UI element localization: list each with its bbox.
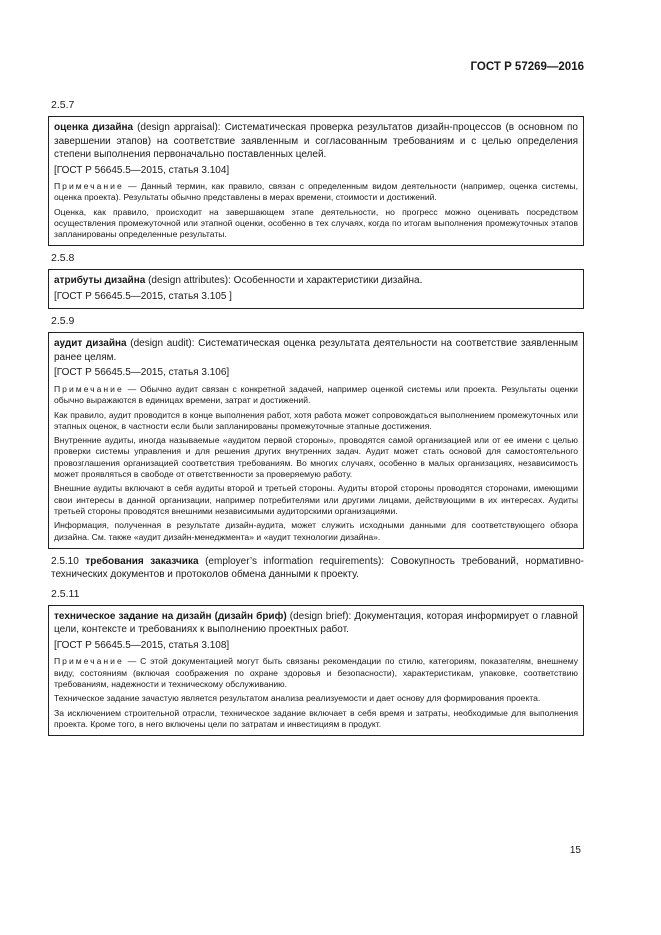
document-id: ГОСТ Р 57269—2016	[470, 61, 584, 73]
definition	[54, 274, 578, 288]
entry-number: 2.5.8	[51, 252, 75, 265]
note: За исключением строительной отрасли, техническое задание включает в себя время и затраты, необходимые для выполнения проекта. Кроме того, в него включены цели по затратам и инвестициям в продукт.	[54, 707, 578, 729]
definition-text: (design appraisal): Систематическая проверка результатов дизайн-процессов (в основном по завершении этапов) на соответствие заявленным и согласованным требованиям и с целью определения степени выполнения первоначально поставленных целей.	[54, 122, 578, 160]
definition	[54, 610, 578, 637]
definition	[54, 337, 578, 364]
source-reference: [ГОСТ Р 56645.5—2015, статья 3.105 ]	[54, 290, 232, 302]
note: Информация, полученная в результате дизайн-аудита, может служить исходными данными для соответствующего обзора дизайна. См. также «аудит дизайн-менеджмента» и «аудит технологии дизайна».	[54, 520, 578, 542]
note: Внешние аудиты включают в себя аудиты второй и третьей стороны. Аудиты второй стороны проводятся сторонами, имеющими свои интересы в данной организации, например потребителями или другими лицами, действующими в их интересах. Аудиты третьей стороны проводятся внешними независимыми аудиторскими организациями.	[54, 483, 578, 516]
entry-number: 2.5.9	[51, 315, 75, 328]
note-text: — С этой документацией могут быть связаны рекомендации по стилю, категориям, показателям, внешнему виду, состояниям (включая соображения по охране здоровья и безопасности), характеристикам, упаковке, соответствию требованиям, надежности и техническому обслуживанию.	[54, 656, 578, 689]
note: Как правило, аудит проводится в конце выполнения работ, хотя работа может сопровождаться выполнением промежуточных или этапных оценок, в частности если были запланированы промежуточные этапные достижения.	[54, 409, 578, 431]
term: оценка дизайна	[54, 122, 134, 133]
note: Внутренние аудиты, иногда называемые «аудитом первой стороны», проводятся самой организацией или от ее имени с целью проверки системы управления и для решения других внутренних задач. Аудит может стать основой для самостоятельного провозглашения организацией соответствия требованиям. Во многих случаях, особенно в малых организациях, независимость может проявляться в свободе от ответственности за проверяемую работу.	[54, 435, 578, 480]
page-content	[48, 99, 584, 742]
term: атрибуты дизайна	[54, 275, 146, 287]
source-reference: [ГОСТ Р 56645.5—2015, статья 3.104]	[54, 164, 230, 176]
definition-text: (design brief): Документация, которая информирует о главной цели, контексте и требованиях к выполнению проектных работ.	[54, 610, 578, 636]
definition	[54, 121, 578, 162]
note: Оценка, как правило, происходит на завершающем этапе деятельности, но прогресс можно оценивать посредством осуществления промежуточной или этапной оценки, особенно в тех случаях, когда по итогам выполнения промежуточных этапов запланированы определенные результаты.	[54, 206, 578, 240]
note-label: Примечание	[54, 383, 124, 394]
note-text: — Обычно аудит связан с конкретной задачей, например оценкой системы или проекта. Результаты оценки обычно выражаются в единицах времени, затрат и достижений.	[54, 383, 578, 406]
note: Техническое задание зачастую является результатом анализа реализуемости и дает основу для формирования проекта.	[54, 693, 541, 704]
note	[54, 384, 578, 407]
source-reference: [ГОСТ Р 56645.5—2015, статья 3.106]	[54, 367, 230, 379]
note	[54, 181, 578, 204]
note-label: Примечание	[54, 181, 124, 191]
term: аудит дизайна	[54, 338, 127, 350]
entry-number: 2.5.7	[51, 99, 75, 111]
definition-box	[48, 332, 584, 548]
definition-text: (design audit): Систематическая оценка результата деятельности на соответствие заявленным ранее целям.	[54, 338, 578, 363]
term: требования заказчика	[85, 555, 199, 567]
page-number: 15	[569, 845, 581, 856]
note	[54, 656, 578, 690]
term: техническое задание на дизайн (дизайн бриф)	[54, 610, 287, 622]
definition-text: (design attributes): Особенности и характеристики дизайна.	[145, 275, 423, 287]
entry-number: 2.5.11	[51, 587, 80, 600]
entry-number: 2.5.10	[51, 555, 79, 567]
source-reference: [ГОСТ Р 56645.5—2015, статья 3.108]	[54, 639, 230, 651]
note-text: — Данный термин, как правило, связан с определенным видом деятельности (например, оценка системы, оценка проекта). Результаты обычно представлены в мерах времени, стоимости и достижений.	[54, 181, 578, 203]
definition-box	[48, 116, 584, 246]
definition	[51, 555, 584, 582]
definition-box	[48, 605, 584, 736]
definition-box	[48, 269, 584, 309]
note-label: Примечание	[54, 656, 124, 667]
definition-text: (employer’s information requirements): Совокупность требований, нормативно-технических документов и протоколов обмена данными к проекту.	[51, 555, 585, 581]
